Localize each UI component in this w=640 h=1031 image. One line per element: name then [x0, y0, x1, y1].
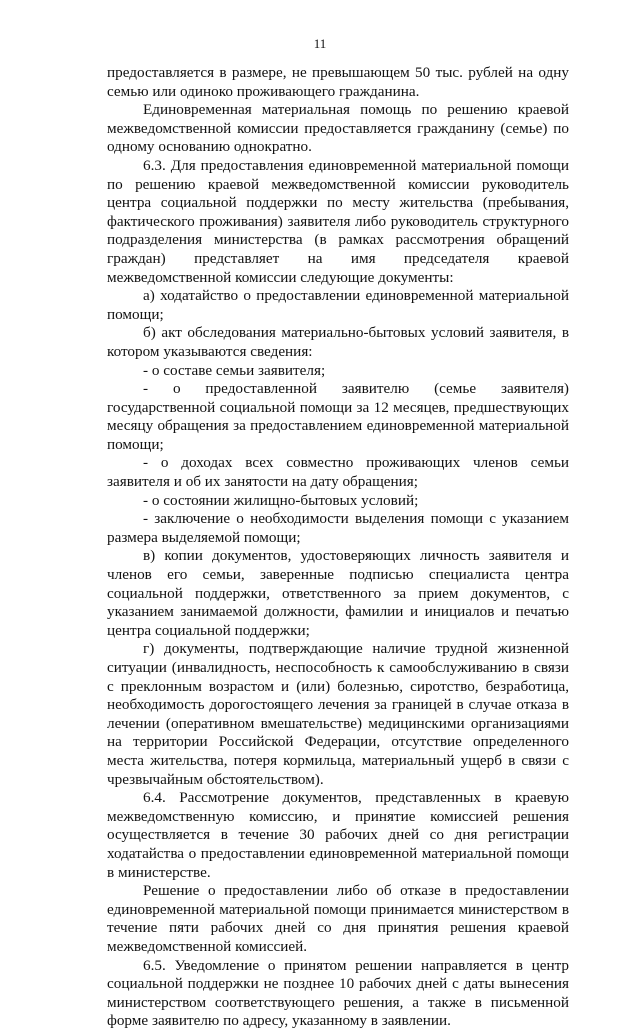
page-number: 11	[313, 36, 327, 51]
paragraph-6-3: 6.3. Для предоставления единовременной материальной помощи по решению краевой межведомственной комиссии руководитель центра социальной поддержки по месту жительства (пребывания, фактического проживания) заявителя либо руководитель структурного подразделения министерства (в рамках рассмотрения обращений граждан) представляет на имя председателя краевой межведомственной комиссии следующие документы:	[107, 156, 569, 286]
document-body	[107, 64, 569, 1031]
list-item-dash-income: - о доходах всех совместно проживающих членов семьи заявителя и об их занятости на дату обращения;	[107, 454, 569, 491]
paragraph-decision: Решение о предоставлении либо об отказе в предоставлении единовременной материальной помощи принимается министерством в течение пяти рабочих дней со дня принятия решения краевой межведомственной комиссией.	[107, 882, 569, 955]
list-item-v: в) копии документов, удостоверяющих личность заявителя и членов его семьи, заверенные подписью специалиста центра социальной поддержки, ответственного за прием документов, с указанием занимаемой должности, фамилии и инициалов и печатью центра социальной поддержки;	[107, 547, 569, 639]
list-item-dash-conclusion: - заключение о необходимости выделения помощи с указанием размера выделяемой помощи;	[107, 510, 569, 546]
paragraph-continuation: предоставляется в размере, не превышающем 50 тыс. рублей на одну семью или одиноко проживающего гражданина.	[107, 64, 569, 100]
list-item-dash-family: - о составе семьи заявителя;	[143, 361, 326, 379]
paragraph-6-4: 6.4. Рассмотрение документов, представленных в краевую межведомственную комиссию, и принятие комиссией решения осуществляется в течение 30 рабочих дней со дня регистрации ходатайства о предоставлении единовременной материальной помощи в министерстве.	[107, 789, 569, 881]
list-item-dash-social-aid: - о предоставленной заявителю (семье заявителя) государственной социальной помощи за 12 месяцев, предшествующих месяцу обращения за предоставлением единовременной материальной помощи;	[107, 380, 569, 453]
list-item-a: а) ходатайство о предоставлении единовременной материальной помощи;	[107, 287, 569, 323]
paragraph-one-time-basis: Единовременная материальная помощь по решению краевой межведомственной комиссии предоставляется гражданину (семье) по одному основанию однократно.	[107, 101, 569, 156]
paragraph-6-5: 6.5. Уведомление о принятом решении направляется в центр социальной поддержки не позднее 10 рабочих дней с даты вынесения министерством соответствующего решения, а также в письменной форме заявителю по адресу, указанному в заявлении.	[107, 956, 569, 1030]
list-item-b: б) акт обследования материально-бытовых условий заявителя, в котором указываются сведения:	[107, 324, 569, 360]
list-item-dash-housing: - о состоянии жилищно-бытовых условий;	[143, 491, 419, 509]
list-item-g: г) документы, подтверждающие наличие трудной жизненной ситуации (инвалидность, неспособность к самообслуживанию в связи с преклонным возрастом и (или) болезнью, сиротство, безработица, необходимость дорогостоящего лечения за границей в случае отказа в лечении (оперативном вмешательстве) медицинскими организациями на территории Российской Федерации, отсутствие определенного места жительства, потеря кормильца, материальный ущерб в связи с чрезвычайным обстоятельством).	[107, 640, 569, 788]
